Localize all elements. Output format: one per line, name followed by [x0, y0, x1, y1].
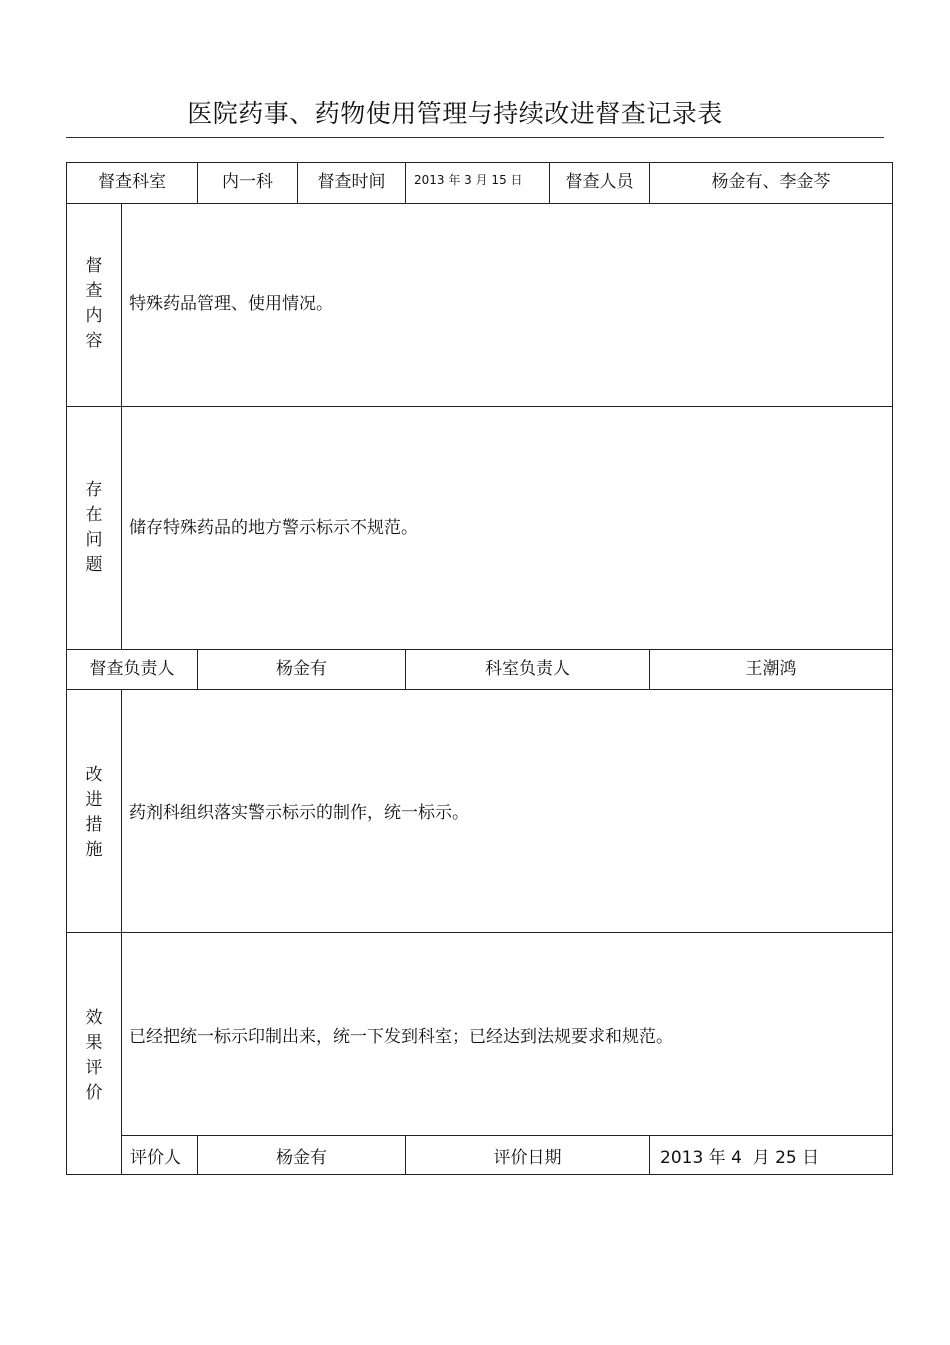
- inspect-lead-value: 杨金有: [276, 659, 327, 679]
- problem-section-text: 储存特殊药品的地方警示标示不规范。: [129, 518, 418, 538]
- border-row2: [66, 406, 893, 407]
- border-v: [649, 1135, 650, 1175]
- title-underline: [66, 137, 884, 138]
- border-v: [405, 162, 406, 203]
- dept-value: 内一科: [222, 172, 273, 192]
- inspector-value: 杨金有、李金芩: [711, 172, 831, 192]
- border-v: [121, 689, 122, 1175]
- content-section-text: 特殊药品管理、使用情况。: [129, 294, 333, 314]
- border-bottom: [66, 1174, 893, 1175]
- dept-label: 督查科室: [98, 172, 166, 192]
- dept-lead-label: 科室负责人: [485, 659, 570, 679]
- evaluation-date-label: 评价日期: [493, 1148, 562, 1168]
- time-value: 2013 年 3 月 15 日: [414, 173, 523, 187]
- measure-section-text: 药剂科组织落实警示标示的制作，统一标示。: [129, 803, 469, 823]
- border-row1: [66, 203, 893, 204]
- dept-lead-value: 王潮鸿: [745, 659, 797, 679]
- problem-section-label: 存 在 问 题: [85, 480, 103, 575]
- border-v: [121, 203, 122, 649]
- form-title: 医院药事、药物使用管理与持续改进督查记录表: [187, 99, 723, 128]
- evaluation-date-value: 2013 年 4 月 25 日: [660, 1148, 820, 1168]
- border-right: [892, 162, 893, 1175]
- border-row3: [66, 649, 893, 650]
- border-row4: [66, 689, 893, 690]
- evaluator-label: 评价人: [130, 1148, 181, 1168]
- inspect-lead-label: 督查负责人: [89, 659, 175, 679]
- border-row6: [121, 1135, 893, 1136]
- content-section-label: 督 查 内 容: [85, 256, 103, 351]
- evaluator-value: 杨金有: [276, 1148, 327, 1168]
- effect-section-label: 效 果 评 价: [85, 1008, 103, 1103]
- border-top: [66, 162, 893, 163]
- time-label: 督查时间: [317, 172, 386, 192]
- border-row5: [66, 932, 893, 933]
- inspector-label: 督查人员: [565, 172, 634, 192]
- effect-section-text: 已经把统一标示印制出来，统一下发到科室；已经达到法规要求和规范。: [129, 1027, 673, 1047]
- measure-section-label: 改 进 措 施: [85, 765, 103, 860]
